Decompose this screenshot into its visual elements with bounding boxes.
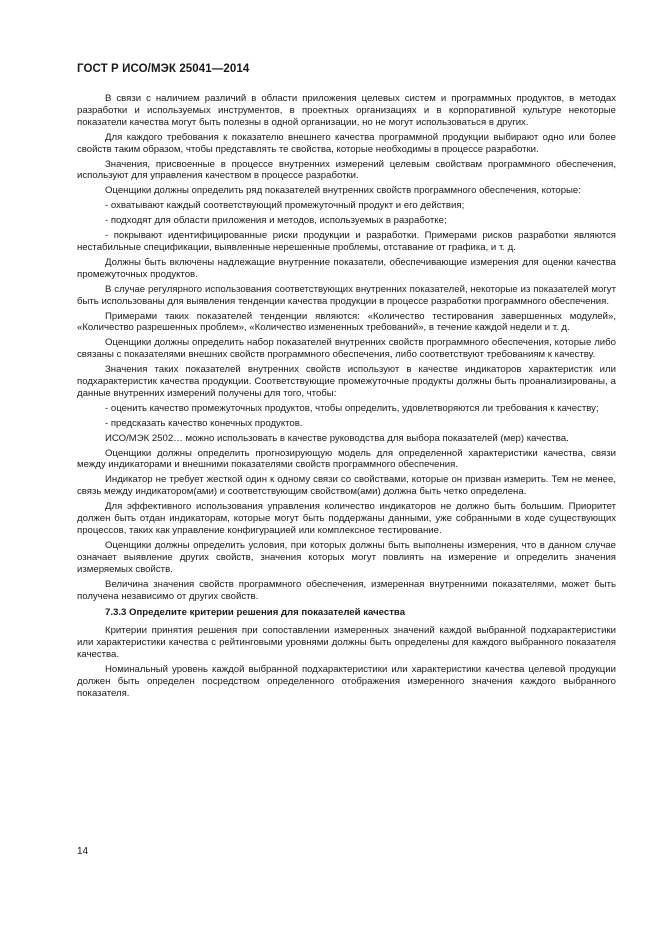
- document-body: [77, 93, 616, 703]
- section-heading: 7.3.3 Определите критерии решения для показателей качества: [105, 607, 406, 619]
- paragraph: Для эффективного использования управления количество индикаторов не должно быть большим. Приоритет должен быть отдан индикаторам, которые могут быть поддержаны данными, уже собранными в ходе существующих процессов, таких как управление конфигурацией или комплексное тестирование.: [77, 501, 616, 536]
- document-header: ГОСТ Р ИСО/МЭК 25041—2014: [77, 63, 250, 75]
- paragraph: Оценщики должны определить набор показателей внутренних свойств программного обеспечения, которые либо связаны с показателями внешних свойств программного обеспечения, либо соответствуют требованиям к качеству.: [77, 337, 616, 361]
- paragraph: Критерии принятия решения при сопоставлении измеренных значений каждой выбранной подхарактеристики или характеристики качества с рейтинговыми уровнями должны быть определены для каждого выбранного показателя качества.: [77, 625, 616, 661]
- paragraph: Должны быть включены надлежащие внутренние показатели, обеспечивающие измерения для оценки качества промежуточных продуктов.: [77, 256, 616, 280]
- paragraph: Индикатор не требует жесткой один к одному связи со свойствами, которые он призван измерить. Тем не менее, связь между индикатором(ами) и соответствующим свойством(ами) должна быть четко определена.: [77, 474, 616, 498]
- paragraph: Значения, присвоенные в процессе внутренних измерений целевым свойствам программного обеспечения, используют для управления качеством в процессе разработки.: [77, 158, 616, 182]
- paragraph: ИСО/МЭК 2502… можно использовать в качестве руководства для выбора показателей (мер) качества.: [105, 432, 569, 444]
- list-item: - оценить качество промежуточных продуктов, чтобы определить, удовлетворяются ли требования к качеству;: [105, 402, 599, 414]
- paragraph: Оценщики должны определить условия, при которых должны быть выполнены измерения, что в данном случае означает выявление других свойств, значения которых могут повлиять на измерение и определить значения измеряемых свойств.: [77, 539, 616, 575]
- paragraph: Значения таких показателей внутренних свойств используют в качестве индикаторов характеристик или подхарактеристик качества продукции. Соответствующие промежуточные продукты должны быть проанализированы, а данные внутренних измерений получены для того, чтобы:: [77, 364, 616, 399]
- paragraph: Для каждого требования к показателю внешнего качества программной продукции выбирают одно или более свойств таким образом, чтобы представлять те свойства, которые необходимы в процессе разработки.: [77, 131, 616, 155]
- page-number: 14: [77, 846, 89, 857]
- paragraph: Оценщики должны определить ряд показателей внутренних свойств программного обеспечения, которые:: [105, 185, 581, 197]
- list-item: - подходят для области приложения и методов, используемых в разработке;: [105, 215, 447, 227]
- paragraph: Примерами таких показателей тенденции являются: «Количество тестирования завершенных модулей», «Количество разрешенных проблем», «Количество измененных требований», в течение каждой недели и т. д.: [77, 310, 616, 334]
- paragraph: Величина значения свойств программного обеспечения, измеренная внутренними показателями, может быть получена независимо от других свойств.: [77, 578, 616, 602]
- list-item: - охватывают каждый соответствующий промежуточный продукт и его действия;: [105, 200, 465, 212]
- list-item: - предсказать качество конечных продуктов.: [105, 417, 303, 429]
- list-item: - покрывают идентифицированные риски продукции и разработки. Примерами рисков разработки являются нестабильные спецификации, выявленные нерешенные проблемы, отставание от графика, и т. д.: [77, 230, 616, 253]
- paragraph: Номинальный уровень каждой выбранной подхарактеристики или характеристики качества целевой продукции должен быть определен посредством определенного отображения измеренного значения каждого выбранного показателя.: [77, 664, 616, 699]
- paragraph: В случае регулярного использования соответствующих внутренних показателей, некоторые из показателей могут быть использованы для выявления тенденции качества продукции в процессе разработки программного обеспечения.: [77, 283, 616, 307]
- paragraph: Оценщики должны определить прогнозирующую модель для определенной характеристики качества, связи между индикаторами и внешними показателями свойств программного обеспечения.: [77, 447, 616, 471]
- paragraph: В связи с наличием различий в области приложения целевых систем и программных продуктов, в методах разработки и используемых инструментов, в проектных организациях и в корпоративной культуре некоторые показатели качества могут быть полезны в одной организации, но не могут использоваться в других.: [77, 93, 616, 128]
